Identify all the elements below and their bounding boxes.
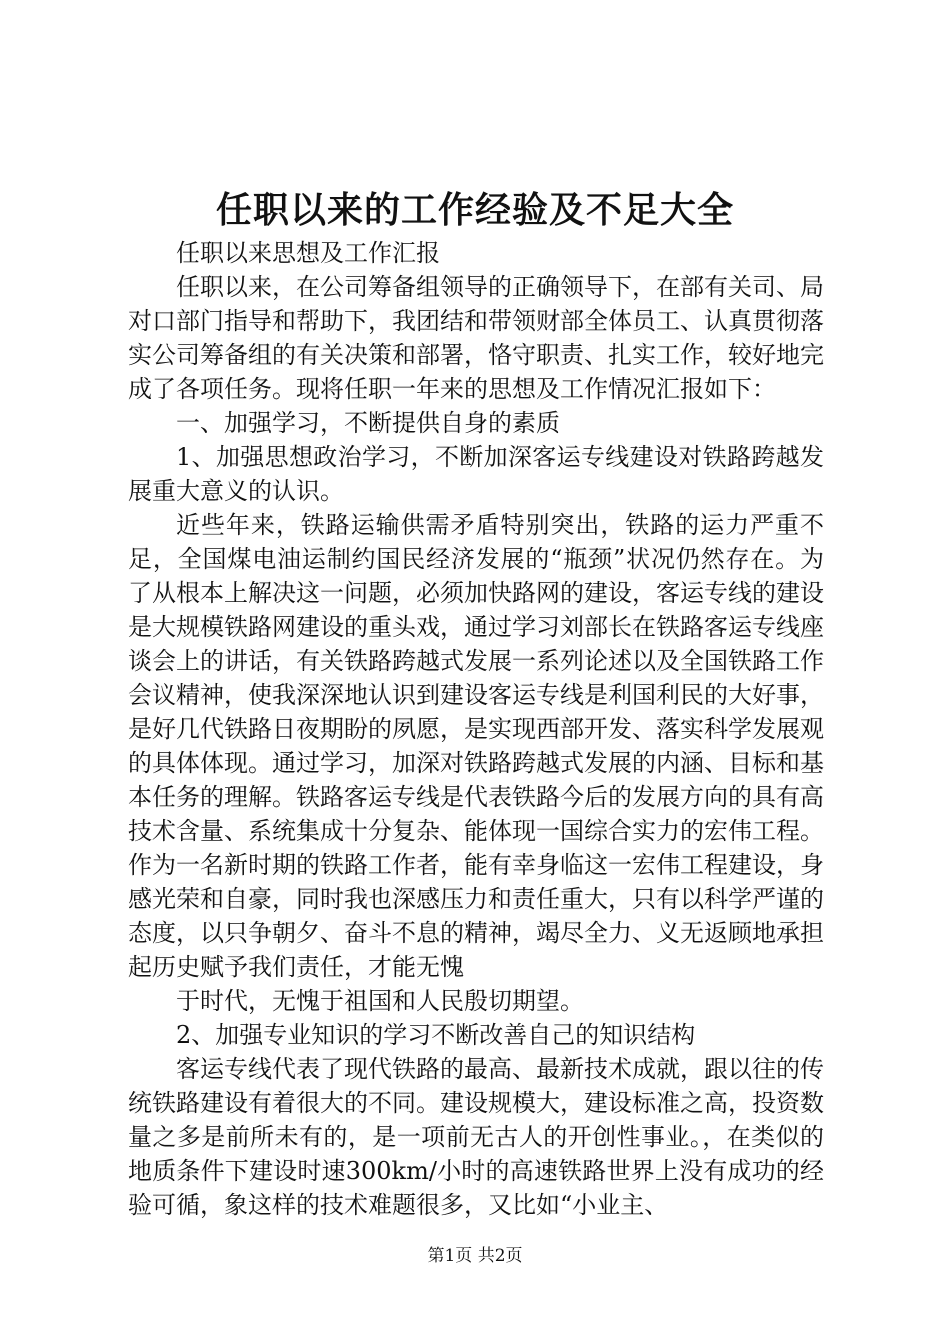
paragraph-railway-background: 近些年来，铁路运输供需矛盾特别突出，铁路的运力严重不足，全国煤电油运制约国民经济发展的“瓶颈”状况仍然存在。为了从根本上解决这一问题，必须加快路网的建设，客运专线的建设是大规模铁路网建设的重头戏，通过学习刘部长在铁路客运专线座谈会上的讲话，有关铁路跨越式发展一系列论述以及全国铁路工作会议精神，使我深深地认识到建设客运专线是利国利民的大好事，是好几代铁路日夜期盼的夙愿，是实现西部开发、落实科学发展观的具体体现。通过学习，加深对铁路跨越式发展的内涵、目标和基本任务的理解。铁路客运专线是代表铁路今后的发展方向的具有高技术含量、系统集成十分复杂、能体现一国综合实力的宏伟工程。作为一名新时期的铁路工作者，能有幸身临这一宏伟工程建设，身感光荣和自豪，同时我也深感压力和责任重大，只有以科学严谨的态度，以只争朝夕、奋斗不息的精神，竭尽全力、义无返顾地承担起历史赋予我们责任，才能无愧 xyxy=(128,511,824,981)
page-number: 第1页 共2页 xyxy=(427,1246,523,1266)
document-body xyxy=(128,236,824,1222)
paragraph-subtitle: 任职以来思想及工作汇报 xyxy=(176,239,440,267)
document-title: 任职以来的工作经验及不足大全 xyxy=(215,189,734,231)
section-heading-1: 一、加强学习，不断提供自身的素质 xyxy=(176,409,560,437)
subsection-heading-2: 2、加强专业知识的学习不断改善自己的知识结构 xyxy=(176,1021,696,1049)
paragraph-passenger-line: 客运专线代表了现代铁路的最高、最新技术成就，跟以往的传统铁路建设有着很大的不同。建设规模大，建设标准之高，投资数量之多是前所未有的，是一项前无古人的开创性事业。，在类似的地质条件下建设时速300km/小时的高速铁路世界上没有成功的经验可循，象这样的技术难题很多，又比如“小业主、 xyxy=(128,1055,824,1219)
subsection-heading-1: 1、加强思想政治学习，不断加深客运专线建设对铁路跨越发展重大意义的认识。 xyxy=(128,443,824,505)
paragraph-intro: 任职以来，在公司筹备组领导的正确领导下，在部有关司、局对口部门指导和帮助下，我团结和带领财部全体员工、认真贯彻落实公司筹备组的有关决策和部署，恪守职责、扎实工作，较好地完成了各项任务。现将任职一年来的思想及工作情况汇报如下： xyxy=(128,273,824,403)
paragraph-continuation: 于时代，无愧于祖国和人民殷切期望。 xyxy=(176,987,584,1015)
